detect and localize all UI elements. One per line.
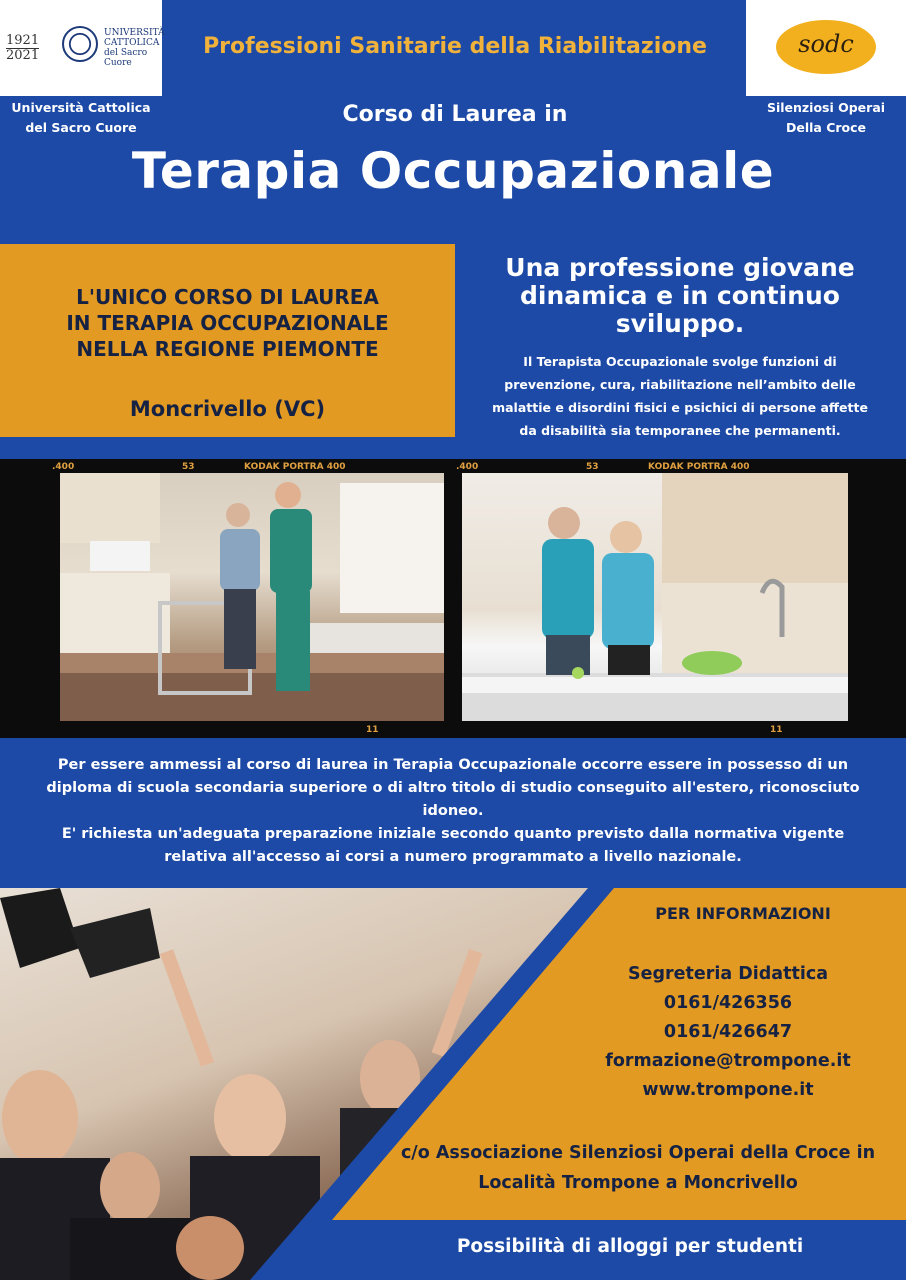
caption-line: Della Croce [785,120,867,135]
film-label: 11 [770,725,783,735]
sodc-logo [746,0,906,96]
admission-line: idoneo. [422,803,484,819]
logo-text-line: UNIVERSITÀ [104,28,165,38]
logo-university-name [104,28,165,68]
description-line: Il Terapista Occupazionale svolge funzioni di [523,354,837,369]
address-line: c/o Associazione Silenziosi Operai della Croce in [400,1143,876,1163]
logo-text-line: del Sacro Cuore [104,48,148,68]
film-label: 11 [366,725,379,735]
highlight-line: NELLA REGIONE PIEMONTE [76,337,379,361]
location-text: Moncrivello (VC) [129,397,326,421]
contact-heading: PER INFORMAZIONI [655,904,831,923]
photo-therapy-walker [60,473,444,721]
address-line: Località Trompone a Moncrivello [478,1173,798,1193]
logo-year-end: 2021 [6,48,40,63]
description-line: da disabilità sia temporanee che permanenti. [519,423,841,438]
course-intro: Corso di Laurea in [342,102,568,127]
caption-line: Silenziosi Operai [766,100,886,115]
logo-years [6,34,39,63]
contact-phone-1: 0161/426356 [663,993,793,1013]
highlight-box [0,244,455,437]
film-strip [0,459,906,738]
admission-line: E' richiesta un'adeguata preparazione iniziale secondo quanto previsto dalla normativa vigente [61,826,845,842]
film-label: KODAK PORTRA 400 [244,462,346,472]
right-caption [746,98,906,138]
contact-phone-2: 0161/426647 [663,1022,793,1042]
description-line: malattie e disordini fisici e psichici di persone affette [492,400,868,415]
sodc-logo-text: sodc [798,30,854,58]
housing-note: Possibilità di alloggi per studenti [456,1236,804,1257]
film-label: .400 [52,462,75,472]
film-label: KODAK PORTRA 400 [648,462,750,472]
highlight-text [0,284,455,362]
contact-website: www.trompone.it [642,1080,814,1100]
university-seal-icon [62,26,98,62]
header-title: Professioni Sanitarie della Riabilitazione [203,34,707,59]
photo-therapy-kitchen-illustration [462,473,848,721]
photo-therapy-kitchen [462,473,848,721]
contact-office: Segreteria Didattica [627,964,829,984]
highlight-line: L'UNICO CORSO DI LAUREA [76,285,379,309]
admission-line: relativa all'accesso ai corsi a numero programmato a livello nazionale. [164,849,742,865]
caption-line: Università Cattolica [11,100,151,115]
logo-text-line: CATTOLICA [104,38,160,48]
photo-therapy-walker-illustration [60,473,444,721]
highlight-line: IN TERAPIA OCCUPAZIONALE [66,311,389,335]
address-text [370,1138,906,1198]
course-title: Terapia Occupazionale [131,142,775,200]
film-label: 53 [182,462,195,472]
admission-line: Per essere ammessi al corso di laurea in Terapia Occupazionale occorre essere in possesso di un [57,757,849,773]
bottom-section [0,888,906,1280]
left-caption [0,98,162,138]
contact-email: formazione@trompone.it [605,1051,851,1071]
description-line: prevenzione, cura, riabilitazione nell’ambito delle [504,377,856,392]
caption-line: del Sacro Cuore [25,120,137,135]
headline-line: dinamica e in continuo [520,281,840,310]
logo-year-start: 1921 [6,33,40,48]
headline-line: sviluppo. [615,309,745,338]
admission-line: diploma di scuola secondaria superiore o di altro titolo di studio conseguito all'estero, riconosciuto [46,780,860,796]
profession-description [462,350,898,442]
film-label: 53 [586,462,599,472]
profession-headline [470,254,890,338]
contact-lines [550,960,906,1105]
admission-text [14,754,892,869]
headline-line: Una professione giovane [505,253,855,282]
ucsc-logo [0,0,165,96]
film-label: .400 [456,462,479,472]
